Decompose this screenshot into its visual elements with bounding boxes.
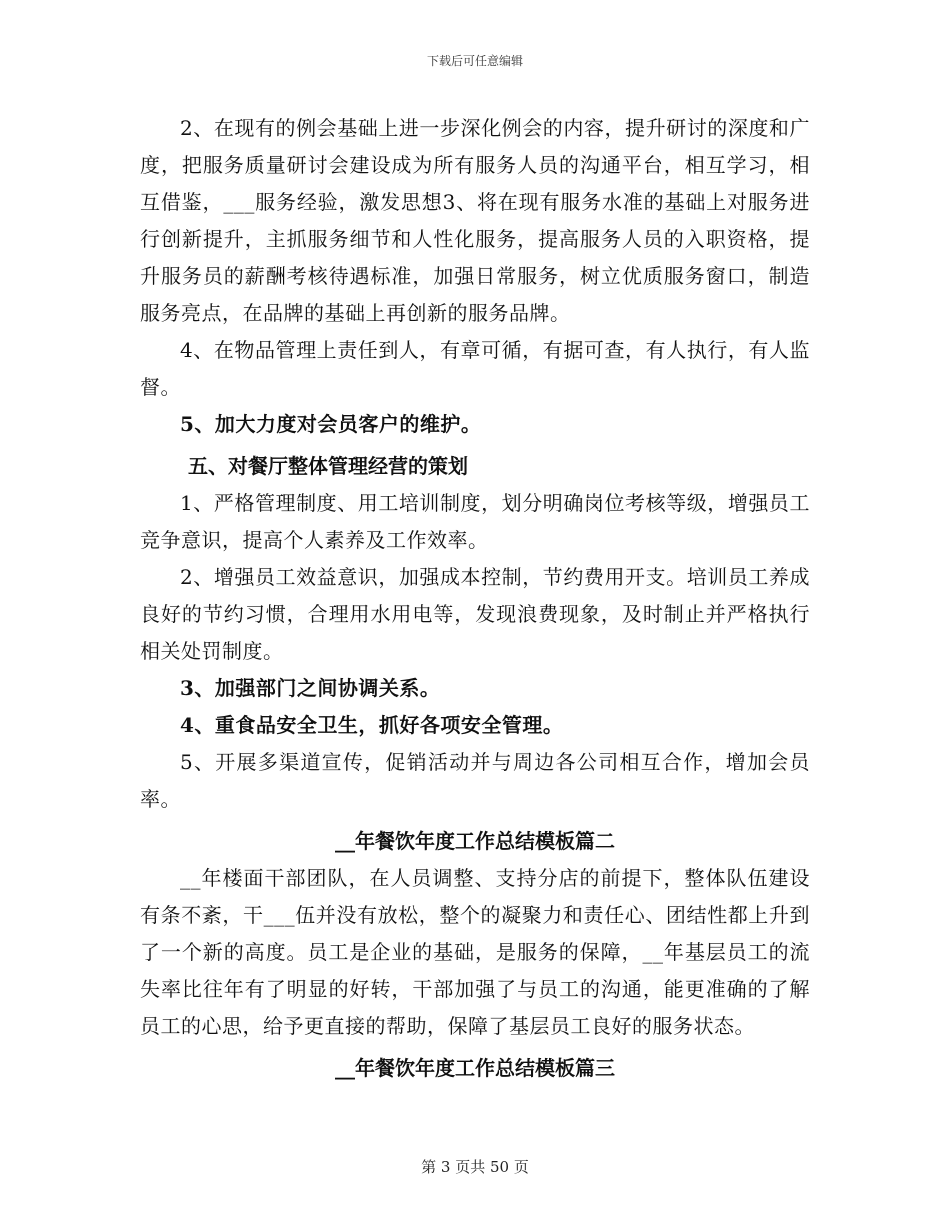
paragraph-management-system: 1、严格管理制度、用工培训制度，划分明确岗位考核等级，增强员工竞争意识，提高个人素养及工作效率。: [140, 491, 810, 552]
paragraph-member-maintenance: 5、加大力度对会员客户的维护。: [180, 412, 482, 436]
paragraph-floor-team: __年楼面干部团队，在人员调整、支持分店的前提下，整体队伍建设有条不紊，干___伍并没有放松，整个的凝聚力和责任心、团结性都上升到了一个新的高度。员工是企业的基础，是服务的保障，__年基层员工的流失率比往年有了明显的好转，干部加强了与员工的沟通，能更准确的了解员工的心思，给予更直接的帮助，保障了基层员工良好的服务状态。: [140, 866, 810, 1038]
section-heading-part-three: __年餐饮年度工作总结模板篇三: [335, 1056, 615, 1080]
paragraph-item-management: 4、在物品管理上责任到人，有章可循，有据可查，有人执行，有人监督。: [140, 338, 810, 399]
page-header-note: 下载后可任意编辑: [426, 54, 523, 68]
paragraph-service-deepening: 2、在现有的例会基础上进一步深化例会的内容，提升研讨的深度和广度，把服务质量研讨会建设成为所有服务人员的沟通平台，相互学习，相互借鉴，___服务经验，激发思想3、将在现有服务水准的基础上对服务进行创新提升，主抓服务细节和人性化服务，提高服务人员的入职资格，提升服务员的薪酬考核待遇标准，加强日常服务，树立优质服务窗口，制造服务亮点，在品牌的基础上再创新的服务品牌。: [140, 116, 810, 325]
page-footer-number: 第 3 页共 50 页: [421, 1158, 529, 1176]
section-heading-part-two: __年餐饮年度工作总结模板篇二: [335, 829, 615, 853]
paragraph-food-safety: 4、重食品安全卫生，抓好各项安全管理。: [180, 713, 564, 737]
paragraph-department-coordination: 3、加强部门之间协调关系。: [180, 676, 441, 700]
section-heading-five: 五、对餐厅整体管理经营的策划: [188, 454, 468, 478]
paragraph-promotion: 5、开展多渠道宣传，促销活动并与周边各公司相互合作，增加会员率。: [140, 750, 810, 811]
document-body: [140, 110, 810, 1087]
paragraph-cost-control: 2、增强员工效益意识，加强成本控制，节约费用开支。培训员工养成良好的节约习惯，合理用水用电等，发现浪费现象，及时制止并严格执行相关处罚制度。: [140, 565, 810, 663]
